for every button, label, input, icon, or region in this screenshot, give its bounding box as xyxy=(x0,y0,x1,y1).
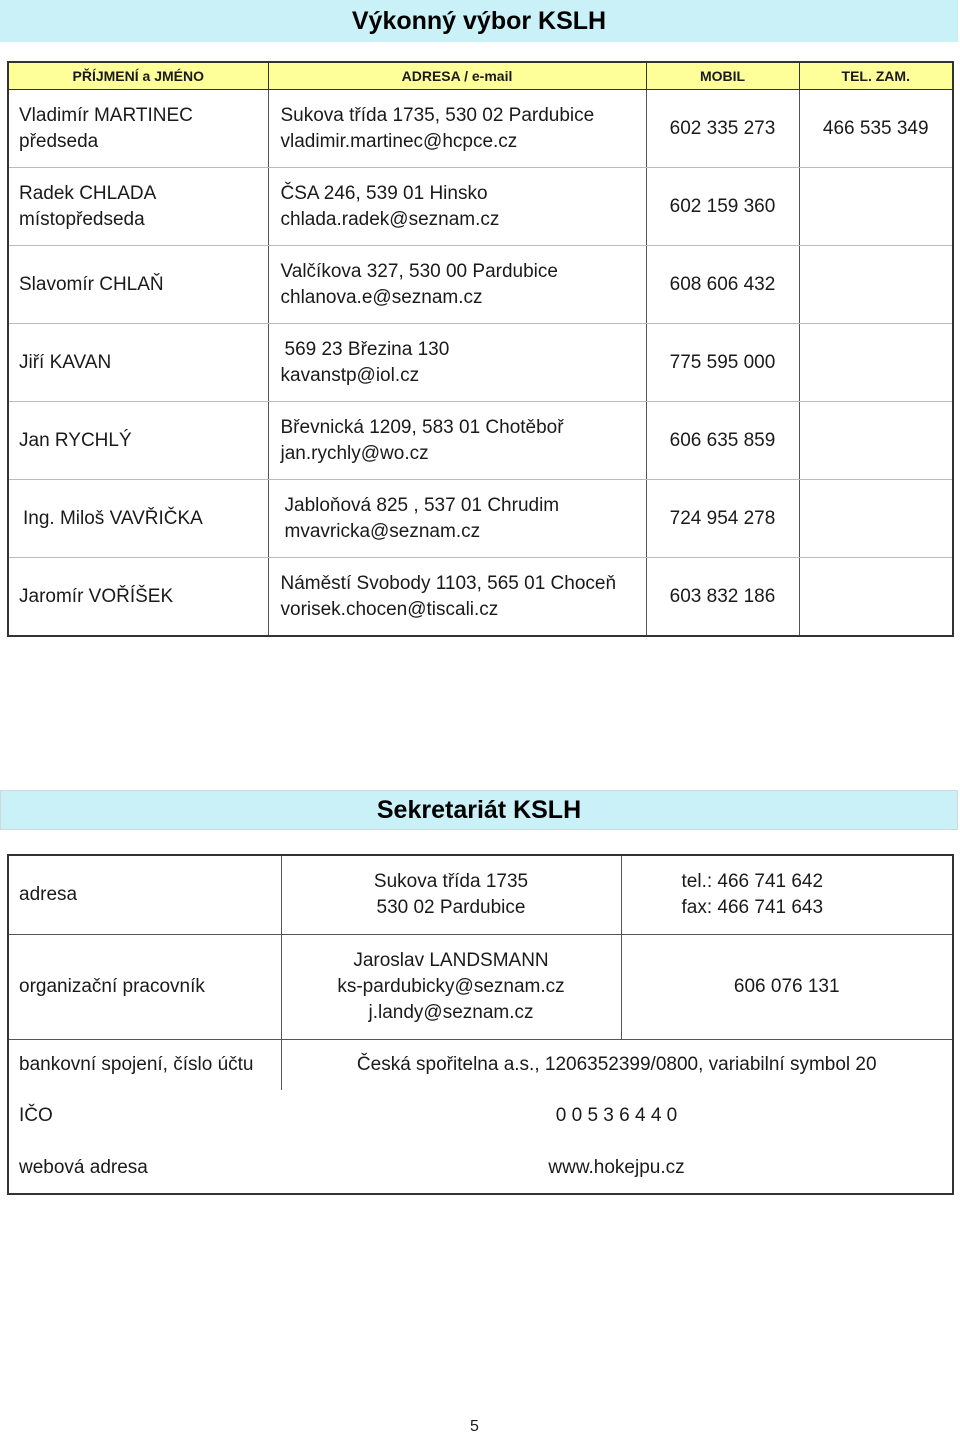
secretariat-ico-row xyxy=(8,1090,953,1142)
member-tel xyxy=(799,480,953,558)
address-label: adresa xyxy=(8,855,281,935)
address-line1: Sukova třída 1735 xyxy=(373,871,529,892)
organizer-email1[interactable]: ks-pardubicky@seznam.cz xyxy=(337,976,565,997)
secretariat-organizer-row xyxy=(8,935,953,1040)
member-mobile: 602 159 360 xyxy=(646,168,799,246)
member-email[interactable]: vladimir.martinec@hcpce.cz xyxy=(280,130,518,152)
member-name: Jan RYCHLÝ xyxy=(19,429,132,451)
member-address: 569 23 Březina 130 xyxy=(284,338,450,360)
web-label: webová adresa xyxy=(8,1142,281,1194)
web-value[interactable]: www.hokejpu.cz xyxy=(281,1142,953,1194)
ico-label: IČO xyxy=(8,1090,281,1142)
member-tel xyxy=(799,558,953,637)
member-email[interactable]: mvavricka@seznam.cz xyxy=(284,520,481,542)
organizer-email2[interactable]: j.landy@seznam.cz xyxy=(368,1002,534,1023)
member-address: Náměstí Svobody 1103, 565 01 Choceň xyxy=(280,572,617,594)
organizer-phone: 606 076 131 xyxy=(621,935,953,1040)
header-mobile: MOBIL xyxy=(646,62,799,90)
header-tel: TEL. ZAM. xyxy=(799,62,953,90)
member-tel xyxy=(799,402,953,480)
member-address: Sukova třída 1735, 530 02 Pardubice xyxy=(280,104,595,126)
member-mobile: 602 335 273 xyxy=(646,90,799,168)
member-row xyxy=(8,90,953,168)
member-name: Jaromír VOŘÍŠEK xyxy=(19,585,174,607)
member-row xyxy=(8,324,953,402)
secretariat-table xyxy=(7,854,954,1195)
member-row xyxy=(8,480,953,558)
member-name: Vladimír MARTINEC xyxy=(19,104,193,126)
member-tel xyxy=(799,246,953,324)
member-email[interactable]: vorisek.chocen@tiscali.cz xyxy=(280,598,499,620)
member-email[interactable]: kavanstp@iol.cz xyxy=(280,364,420,386)
committee-title: Výkonný výbor KSLH xyxy=(0,0,958,42)
member-row xyxy=(8,246,953,324)
member-name: Jiří KAVAN xyxy=(19,351,112,373)
member-role: předseda xyxy=(19,130,99,152)
member-address: ČSA 246, 539 01 Hinsko xyxy=(280,182,488,204)
member-address: Jabloňová 825 , 537 01 Chrudim xyxy=(284,494,560,516)
member-mobile: 775 595 000 xyxy=(646,324,799,402)
member-row xyxy=(8,402,953,480)
member-email[interactable]: jan.rychly@wo.cz xyxy=(280,442,429,464)
member-name: Slavomír CHLAŇ xyxy=(19,273,164,295)
member-email[interactable]: chlanova.e@seznam.cz xyxy=(280,286,483,308)
member-mobile: 603 832 186 xyxy=(646,558,799,637)
member-mobile: 606 635 859 xyxy=(646,402,799,480)
member-role: místopředseda xyxy=(19,208,145,230)
secretariat-tel: tel.: 466 741 642 xyxy=(681,871,824,892)
committee-header-row xyxy=(8,62,953,90)
member-email[interactable]: chlada.radek@seznam.cz xyxy=(280,208,500,230)
member-name: Ing. Miloš VAVŘIČKA xyxy=(23,507,203,529)
member-row xyxy=(8,558,953,637)
committee-table xyxy=(7,61,954,637)
member-tel: 466 535 349 xyxy=(799,90,953,168)
member-mobile: 724 954 278 xyxy=(646,480,799,558)
member-tel xyxy=(799,324,953,402)
header-name: PŘÍJMENÍ a JMÉNO xyxy=(8,62,268,90)
member-address: Valčíkova 327, 530 00 Pardubice xyxy=(280,260,558,282)
secretariat-web-row xyxy=(8,1142,953,1194)
secretariat-fax: fax: 466 741 643 xyxy=(681,897,824,918)
secretariat-title: Sekretariát KSLH xyxy=(0,790,958,830)
member-tel xyxy=(799,168,953,246)
secretariat-address-row xyxy=(8,855,953,935)
address-line2: 530 02 Pardubice xyxy=(376,897,526,918)
member-address: Břevnická 1209, 583 01 Chotěboř xyxy=(280,416,564,438)
member-row xyxy=(8,168,953,246)
header-address: ADRESA / e-mail xyxy=(268,62,646,90)
member-mobile: 608 606 432 xyxy=(646,246,799,324)
ico-value: 0 0 5 3 6 4 4 0 xyxy=(281,1090,953,1142)
secretariat-bank-row xyxy=(8,1040,953,1091)
bank-value: Česká spořitelna a.s., 1206352399/0800, variabilní symbol 20 xyxy=(281,1040,953,1091)
page-number: 5 xyxy=(470,1418,479,1435)
organizer-label: organizační pracovník xyxy=(8,935,281,1040)
member-name: Radek CHLADA xyxy=(19,182,157,204)
bank-label: bankovní spojení, číslo účtu xyxy=(8,1040,281,1091)
organizer-name: Jaroslav LANDSMANN xyxy=(353,950,549,971)
